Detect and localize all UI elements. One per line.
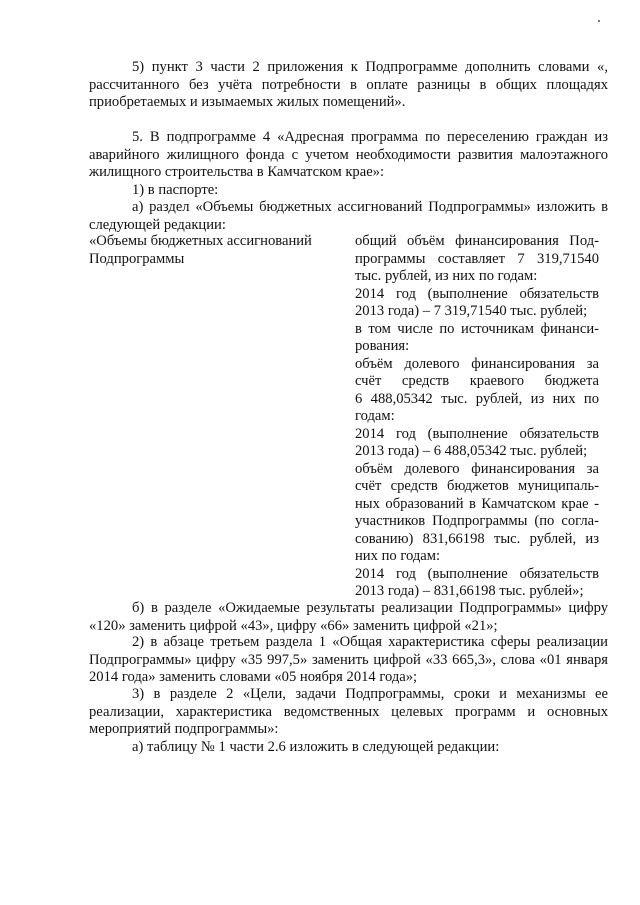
table-line: 2013 года) – 831,66198 тыс. рублей»; xyxy=(355,583,584,599)
table-line: них по годам: xyxy=(355,548,441,564)
table-line: рования: xyxy=(355,338,410,354)
table-line: общий объём финансирования Под- xyxy=(355,233,599,249)
paragraph-budget-section: а) раздел «Объемы бюджетных ассигнований Подпрограммы» изложить в следующей редакции: xyxy=(89,199,608,233)
table-line: счёт средств бюджетов муниципаль- xyxy=(355,478,599,494)
table-line: 2014 год (выполнение обязательств xyxy=(355,565,599,582)
table-line: объём долевого финансирования за xyxy=(355,355,599,372)
paragraph-table-1: а) таблицу № 1 части 2.6 изложить в следующей редакции: xyxy=(132,739,500,755)
table-line: тыс. рублей, из них по годам: xyxy=(355,268,538,284)
table-line: 6 488,05342 тыс. рублей, из них по xyxy=(355,390,599,407)
table-line: годам: xyxy=(355,408,395,424)
table-line: сованию) 831,66198 тыс. рублей, из xyxy=(355,530,599,547)
table-line: программы составляет 7 319,71540 xyxy=(355,250,599,267)
paragraph-section-1: 2) в абзаце третьем раздела 1 «Общая характеристика сферы реализации Подпрограммы» цифру «35 997,5» заменить цифрой «33 665,3», слова «01 января 2014 года» заменить словами «05 ноября 2014 года»; xyxy=(89,634,608,685)
table-left-cell: «Объемы бюджетных ассигнований Подпрограммы xyxy=(89,233,312,267)
paragraph-passport: 1) в паспорте: xyxy=(132,182,219,198)
table-line: 2013 года) – 7 319,71540 тыс. рублей; xyxy=(355,303,588,319)
paragraph-section-2: 3) в разделе 2 «Цели, задачи Подпрограммы, сроки и механизмы ее реализации, характеристика ведомственных целевых программ и основных мероприятий подпрограммы»: xyxy=(89,686,608,737)
table-right-cell xyxy=(355,233,599,601)
paragraph-item-5: 5) пункт 3 части 2 приложения к Подпрограмме дополнить словами «, рассчитанного без учёта потребности в оплате разницы в общих площадях приобретаемых и изымаемых жилых помещений». xyxy=(89,59,608,110)
table-line: участников Подпрограммы (по согла- xyxy=(355,513,599,529)
table-line: ных образований в Камчатском крае - xyxy=(355,495,599,512)
table-line: объём долевого финансирования за xyxy=(355,460,599,477)
table-line: в том числе по источникам финанси- xyxy=(355,320,599,337)
table-line: 2013 года) – 6 488,05342 тыс. рублей; xyxy=(355,443,588,459)
paragraph-expected-results: б) в разделе «Ожидаемые результаты реализации Подпрограммы» цифру «120» заменить цифрой «43», цифру «66» заменить цифрой «21»; xyxy=(89,600,608,634)
table-line: 2014 год (выполнение обязательств xyxy=(355,425,599,442)
paragraph-section-5: 5. В подпрограмме 4 «Адресная программа по переселению граждан из аварийного жилищного фонда с учетом необходимости развития малоэтажного жилищного строительства в Камчатском крае»: xyxy=(89,129,608,180)
table-line: 2014 год (выполнение обязательств xyxy=(355,285,599,302)
table-line: счёт средств краевого бюджета xyxy=(355,373,599,389)
scan-speck xyxy=(598,20,600,22)
